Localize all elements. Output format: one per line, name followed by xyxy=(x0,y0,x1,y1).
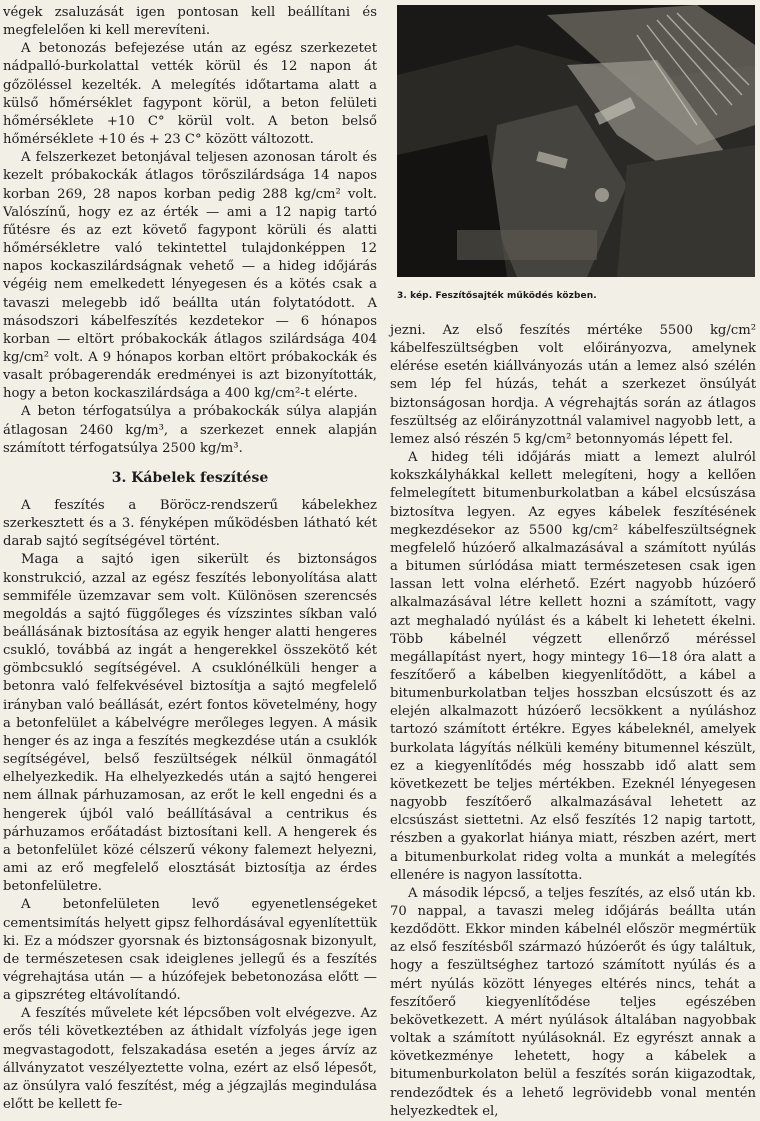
jack-photo xyxy=(397,5,755,277)
photo-illustration xyxy=(397,5,755,277)
right-text-column xyxy=(390,322,756,1121)
paragraph: A feszítés a Böröcz-rendszerű kábelekhez szerkesztett és a 3. fényképen működésben látható két darab sajtó segítségével történt. xyxy=(3,497,377,550)
paragraph: A beton térfogatsúlya a próbakockák súlya alapján átlagosan 2460 kg/m³, a szerkezet ennek alapján számított térfogatsúlya 2500 kg/m³. xyxy=(3,404,377,456)
paragraph: jezni. Az első feszítés mértéke 5500 kg/cm² kábelfeszültségben volt előirányozva, amelynek elérése esetén kiállványozás után a lemez alsó szélén sem lép fel húzás, tehát a szerkezet önsúlyát biztonságosan hordja. A végrehajtás során az átlagos feszültség az előirányzottnál valamivel nagyobb lett, a lemez alsó részén 5 kg/cm² betonnyomás lépett fel. xyxy=(390,323,756,447)
paragraph: A betonozás befejezése után az egész szerkezetet nádpalló-burkolattal vették körül és 12 napon át gőzöléssel kezelték. A melegítés időtartama alatt a külső hőmérséklet fagypont körül, a beton felületi hőmérséklete +10 C° körül volt. A beton belső hőmérséklete +10 és + 23 C° között változott. xyxy=(3,41,377,148)
paragraph: A feszítés művelete két lépcsőben volt elvégezve. Az erős téli következtében az áthidalt vízfolyás jege igen megvastagodott, felszakadása esetén a jeges árvíz az állványzatot veszélyeztette volna, ezért az első lépesőt, az önsúlyra való feszítést, még a jégzajlás megindulása előtt be kellett fe- xyxy=(3,1006,377,1113)
paragraph: A betonfelületen levő egyenetlenségeket cementsimítás helyett gipsz felhordásával egyenlítettük ki. Ez a módszer gyorsnak és biztonságosnak bizonyult, de természetesen csak ideiglenes jellegű és a feszítés végrehajtása után — a húzófejek bebetonozása előtt — a gipszréteg eltávolítandó. xyxy=(3,897,377,1004)
left-text-column xyxy=(3,4,377,1114)
paragraph: A második lépcső, a teljes feszítés, az első után kb. 70 nappal, a tavaszi meleg időjárás beállta után kezdődött. Ekkor minden kábelnél először megmértük az első feszítésből származó húzóerőt és úgy találtuk, hogy a feszültséghez tartozó számított nyúlás és a mért nyúlás között lényeges eltérés nincs, tehát a feszítőerő kiegyenlítődése teljes egészében bekövetkezett. A mért nyúlások általában nagyobbak voltak a számított nyúlásoknál. Ez egyrészt annak a következménye lehetett, hogy a kábelek a bitumenburkolaton belül a feszítés során kiigazodtak, rendeződtek és a lehető legrövidebb vonal mentén helyezkedtek el, xyxy=(390,885,756,1119)
section-heading: 3. Kábelek feszítése xyxy=(111,469,269,486)
paragraph: A felszerkezet betonjával teljesen azonosan tárolt és kezelt próbakockák átlagos törőszilárdsága 14 napos korban 269, 28 napos korban pedig 288 kg/cm² volt. Valószínű, hogy ez az érték — ami a 12 napig tartó fűtésre és az ezt követő fagypont körüli és alatti hőmérsékletre való tekintettel tulajdonképpen 12 napos kockaszilárdságnak vehető — a hideg időjárás végéig nem emelkedett lényegesen és a kötés csak a tavaszi melegebb idő beállta után folytatódott. A másodszori kábelfeszítés kezdetekor — 6 hónapos korban — eltört próbakockák átlagos szilárdsága 404 kg/cm² volt. A 9 hónapos korban eltört próbakockák és vasalt próbagerendák eredményei is azt bizonyították, hogy a beton kockaszilárdsága a 400 kg/cm²-t elérte. xyxy=(3,150,377,402)
paragraph: Maga a sajtó igen sikerült és biztonságos konstrukció, azzal az egész feszítés lebonyolítása alatt semmiféle üzemzavar sem volt. Különösen szerencsés megoldás a sajtó függőleges és vízszintes síkban való beállásának biztosítása az egyik henger alatti hengeres csukló, továbbá az ingát a hengerekkel összekötő két gömbcsukló segítségével. A csuklónélküli henger a betonra való felfekvésével biztosítja a sajtó megfelelő irányban való beállását, ezért fontos követelmény, hogy a betonfelület a kábelvégre merőleges legyen. A másik henger és az inga a feszítés megkezdése után a csuklók segítségével, belső feszültségek nélkül önmagától elhelyezkedik. Ha elhelyezkedés után a sajtó hengerei nem állnak párhuzamosan, az erőt le kell engedni és a hengerek újból való beállításával a centrikus és párhuzamos erőátadást biztosítani kell. A hengerek és a betonfelület közé célszerű vékony falemezt helyezni, ami az erő megfelelő elosztását biztosítja az érdes betonfelületre. xyxy=(3,552,377,895)
paragraph: végek zsaluzását igen pontosan kell beállítani és megfelelően ki kell merevíteni. xyxy=(3,5,377,39)
figure-caption: 3. kép. Feszítősajték működés közben. xyxy=(397,291,597,301)
paragraph: A hideg téli időjárás miatt a lemezt alulról kokszkályhákkal kellett melegíteni, hogy a kellően felmelegített bitumenburkolatban a kábel elcsúszása biztosítva legyen. Az egyes kábelek feszítésének megkezdésekor az 5500 kg/cm² kábelfeszültségnek megfelelő húzóerő alkalmazásával a számított nyúlás a bitumen súrlódása miatt természetesen csak igen lassan lett volna elérhető. Ezért nagyobb húzóerő alkalmazásával létre kellett hozni a számított, vagy azt meghaladó nyúlást és a kábelt ki lehetett ékelni. Több kábelnél végzett ellenőrző méréssel megállapítást nyert, hogy mintegy 16—18 óra alatt a feszítőerő a kábelben kiegyenlítődött, a kábel a bitumenburkolatban teljes hosszban elcsúszott és az elején alkalmazott húzóerő lecsökkent a nyúláshoz tartozó számított értékre. Egyes kábeleknél, amelyek burkolata lágyítás nélküli kemény bitumennel készült, ez a kiegyenlítődés még hosszabb idő alatt sem következett be teljes mértékben. Ezeknél lényegesen nagyobb feszítőerő alkalmazásával lehetett az elcsúszást siettetni. Az első feszítés 12 napig tartott, részben a gyakorlat hiánya miatt, részben azért, mert a bitumenburkolat rideg volta a munkát a melegítés ellenére is nagyon lassította. xyxy=(390,450,756,883)
